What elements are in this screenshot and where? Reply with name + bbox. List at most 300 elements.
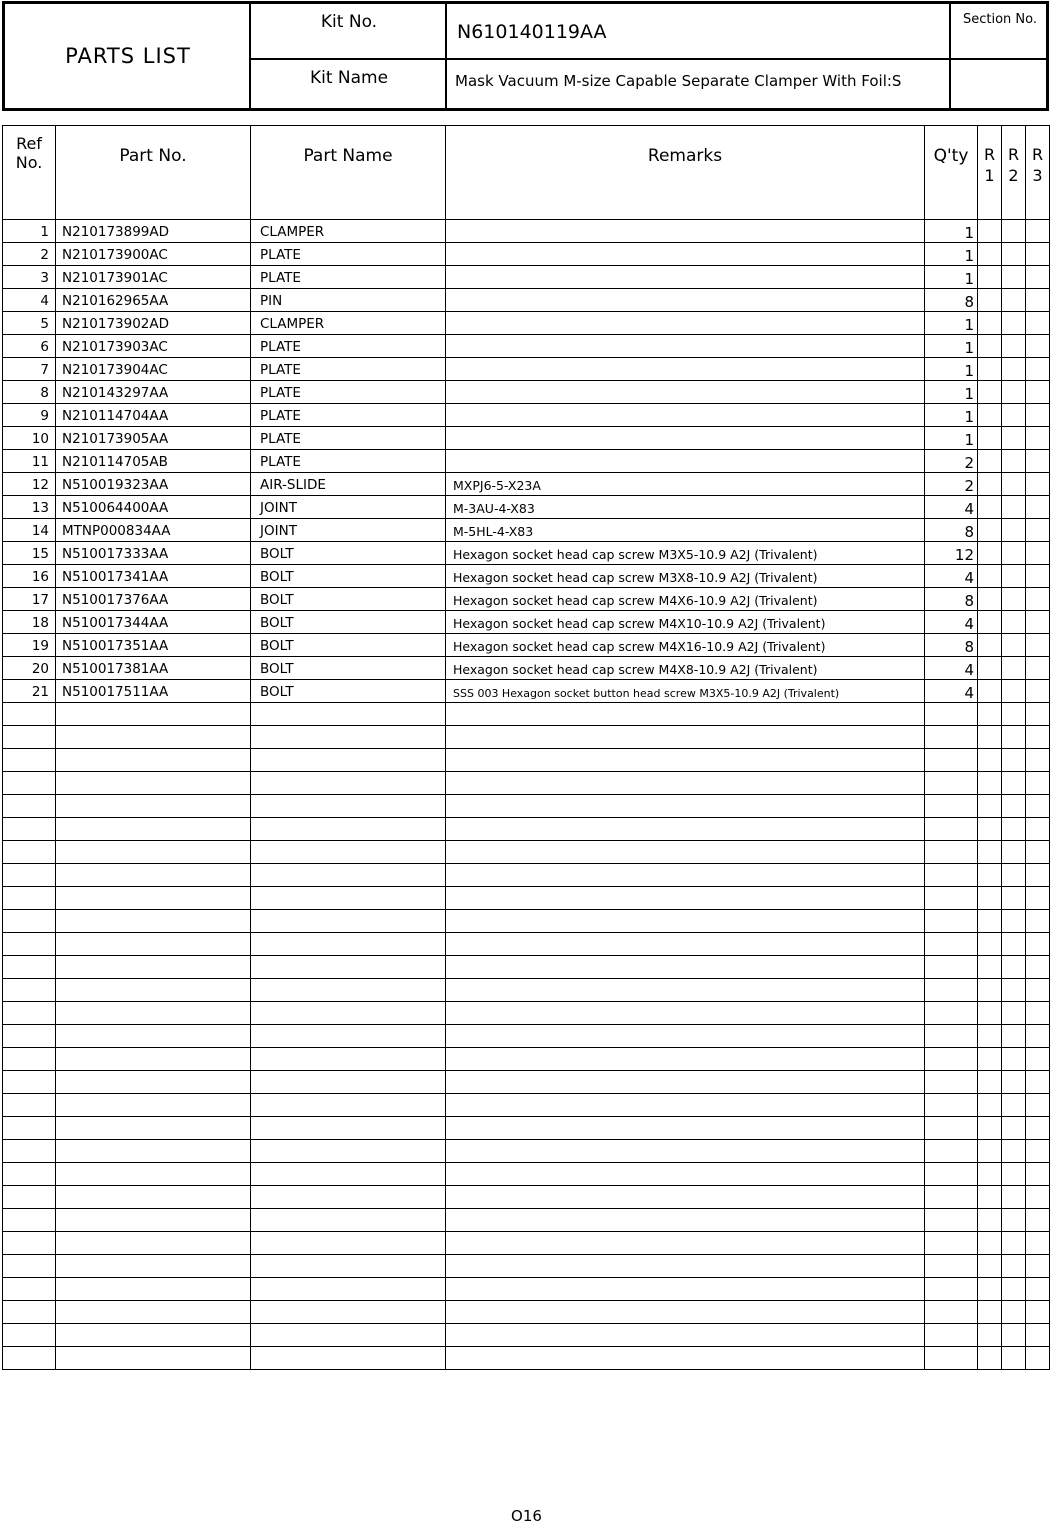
cell-r3 bbox=[1026, 1071, 1050, 1094]
cell-remarks: Hexagon socket head cap screw M4X8-10.9 A2J (Trivalent) bbox=[446, 657, 925, 680]
cell-qty: 4 bbox=[925, 611, 978, 634]
cell-part-no bbox=[56, 1048, 251, 1071]
cell-part-no: N510017381AA bbox=[56, 657, 251, 680]
table-row-empty bbox=[3, 1163, 1050, 1186]
cell-remarks bbox=[446, 1140, 925, 1163]
cell-r2 bbox=[1002, 1048, 1026, 1071]
cell-r3 bbox=[1026, 1324, 1050, 1347]
cell-remarks: Hexagon socket head cap screw M3X8-10.9 A2J (Trivalent) bbox=[446, 565, 925, 588]
cell-ref-no bbox=[3, 979, 56, 1002]
cell-part-name: CLAMPER bbox=[251, 220, 446, 243]
cell-ref-no: 4 bbox=[3, 289, 56, 312]
cell-r3 bbox=[1026, 1048, 1050, 1071]
cell-qty bbox=[925, 1347, 978, 1370]
table-row bbox=[3, 266, 1050, 289]
cell-r2 bbox=[1002, 358, 1026, 381]
cell-part-name bbox=[251, 1025, 446, 1048]
cell-qty: 8 bbox=[925, 519, 978, 542]
cell-remarks bbox=[446, 772, 925, 795]
cell-ref-no: 19 bbox=[3, 634, 56, 657]
cell-part-name bbox=[251, 818, 446, 841]
cell-r1 bbox=[978, 703, 1002, 726]
col-part-no: Part No. bbox=[56, 126, 251, 220]
cell-r2 bbox=[1002, 1117, 1026, 1140]
cell-part-name bbox=[251, 1140, 446, 1163]
cell-remarks bbox=[446, 887, 925, 910]
col-ref-line2: No. bbox=[15, 153, 43, 172]
cell-remarks bbox=[446, 358, 925, 381]
cell-qty: 2 bbox=[925, 473, 978, 496]
cell-r1 bbox=[978, 519, 1002, 542]
cell-remarks bbox=[446, 1301, 925, 1324]
cell-r2 bbox=[1002, 1140, 1026, 1163]
cell-ref-no bbox=[3, 1117, 56, 1140]
cell-remarks bbox=[446, 818, 925, 841]
cell-remarks: Hexagon socket head cap screw M4X6-10.9 A2J (Trivalent) bbox=[446, 588, 925, 611]
table-row-empty bbox=[3, 887, 1050, 910]
table-row bbox=[3, 657, 1050, 680]
cell-r3 bbox=[1026, 887, 1050, 910]
cell-remarks bbox=[446, 910, 925, 933]
cell-r3 bbox=[1026, 496, 1050, 519]
cell-part-name: PLATE bbox=[251, 243, 446, 266]
cell-part-name bbox=[251, 1002, 446, 1025]
cell-part-name: CLAMPER bbox=[251, 312, 446, 335]
cell-remarks bbox=[446, 979, 925, 1002]
cell-part-name bbox=[251, 956, 446, 979]
cell-r2 bbox=[1002, 335, 1026, 358]
cell-remarks: Hexagon socket head cap screw M4X10-10.9 A2J (Trivalent) bbox=[446, 611, 925, 634]
cell-part-name bbox=[251, 703, 446, 726]
col-qty: Q'ty bbox=[925, 126, 978, 220]
cell-qty bbox=[925, 1301, 978, 1324]
cell-r2 bbox=[1002, 519, 1026, 542]
cell-ref-no: 6 bbox=[3, 335, 56, 358]
cell-ref-no bbox=[3, 1232, 56, 1255]
cell-r1 bbox=[978, 611, 1002, 634]
cell-r2 bbox=[1002, 565, 1026, 588]
cell-part-name bbox=[251, 1347, 446, 1370]
cell-r1 bbox=[978, 565, 1002, 588]
cell-part-no bbox=[56, 1278, 251, 1301]
cell-r2 bbox=[1002, 1025, 1026, 1048]
cell-r2 bbox=[1002, 1071, 1026, 1094]
table-row bbox=[3, 381, 1050, 404]
cell-remarks bbox=[446, 220, 925, 243]
cell-r1 bbox=[978, 979, 1002, 1002]
cell-r2 bbox=[1002, 818, 1026, 841]
cell-remarks bbox=[446, 243, 925, 266]
cell-r1 bbox=[978, 220, 1002, 243]
cell-qty: 1 bbox=[925, 243, 978, 266]
cell-part-no bbox=[56, 749, 251, 772]
table-row bbox=[3, 243, 1050, 266]
cell-r2 bbox=[1002, 1347, 1026, 1370]
cell-part-no: N510017351AA bbox=[56, 634, 251, 657]
cell-remarks bbox=[446, 1209, 925, 1232]
cell-ref-no bbox=[3, 703, 56, 726]
cell-r3 bbox=[1026, 1347, 1050, 1370]
cell-part-no bbox=[56, 1255, 251, 1278]
cell-part-name: PLATE bbox=[251, 450, 446, 473]
table-row-empty bbox=[3, 726, 1050, 749]
table-row bbox=[3, 450, 1050, 473]
cell-r1 bbox=[978, 1186, 1002, 1209]
cell-remarks: M-3AU-4-X83 bbox=[446, 496, 925, 519]
cell-part-name: BOLT bbox=[251, 680, 446, 703]
cell-ref-no bbox=[3, 1301, 56, 1324]
cell-ref-no: 10 bbox=[3, 427, 56, 450]
table-body bbox=[3, 220, 1050, 1370]
cell-part-name bbox=[251, 1324, 446, 1347]
cell-part-no: N210173902AD bbox=[56, 312, 251, 335]
cell-qty bbox=[925, 864, 978, 887]
cell-ref-no: 11 bbox=[3, 450, 56, 473]
table-row-empty bbox=[3, 979, 1050, 1002]
cell-part-no: N510017333AA bbox=[56, 542, 251, 565]
cell-r1 bbox=[978, 864, 1002, 887]
cell-ref-no: 15 bbox=[3, 542, 56, 565]
cell-r2 bbox=[1002, 220, 1026, 243]
cell-ref-no: 18 bbox=[3, 611, 56, 634]
cell-part-no: N210173904AC bbox=[56, 358, 251, 381]
cell-r1 bbox=[978, 358, 1002, 381]
cell-r2 bbox=[1002, 703, 1026, 726]
cell-remarks bbox=[446, 1324, 925, 1347]
kit-no-value: N610140119AA bbox=[457, 21, 607, 43]
cell-r2 bbox=[1002, 542, 1026, 565]
cell-r2 bbox=[1002, 910, 1026, 933]
cell-remarks: MXPJ6-5-X23A bbox=[446, 473, 925, 496]
cell-ref-no bbox=[3, 1324, 56, 1347]
table-row-empty bbox=[3, 1186, 1050, 1209]
cell-qty: 1 bbox=[925, 427, 978, 450]
cell-part-name: BOLT bbox=[251, 588, 446, 611]
cell-r1 bbox=[978, 1232, 1002, 1255]
cell-r3 bbox=[1026, 611, 1050, 634]
cell-r1 bbox=[978, 726, 1002, 749]
cell-remarks bbox=[446, 1002, 925, 1025]
cell-part-no: N510017511AA bbox=[56, 680, 251, 703]
table-row-empty bbox=[3, 1094, 1050, 1117]
cell-ref-no: 16 bbox=[3, 565, 56, 588]
cell-part-name bbox=[251, 726, 446, 749]
cell-remarks bbox=[446, 266, 925, 289]
cell-r1 bbox=[978, 772, 1002, 795]
cell-r1 bbox=[978, 841, 1002, 864]
cell-ref-no bbox=[3, 1347, 56, 1370]
table-row-empty bbox=[3, 956, 1050, 979]
cell-remarks bbox=[446, 404, 925, 427]
cell-part-no bbox=[56, 933, 251, 956]
cell-part-no bbox=[56, 887, 251, 910]
cell-r2 bbox=[1002, 1301, 1026, 1324]
cell-qty bbox=[925, 1048, 978, 1071]
table-row-empty bbox=[3, 1002, 1050, 1025]
cell-r3 bbox=[1026, 1025, 1050, 1048]
cell-remarks bbox=[446, 864, 925, 887]
cell-r3 bbox=[1026, 335, 1050, 358]
cell-r3 bbox=[1026, 1209, 1050, 1232]
cell-r3 bbox=[1026, 1117, 1050, 1140]
cell-r2 bbox=[1002, 634, 1026, 657]
cell-part-no bbox=[56, 1163, 251, 1186]
cell-r2 bbox=[1002, 657, 1026, 680]
cell-part-no bbox=[56, 979, 251, 1002]
cell-r3 bbox=[1026, 634, 1050, 657]
cell-r1 bbox=[978, 657, 1002, 680]
cell-r3 bbox=[1026, 956, 1050, 979]
cell-part-name bbox=[251, 864, 446, 887]
cell-part-name: BOLT bbox=[251, 611, 446, 634]
cell-remarks bbox=[446, 956, 925, 979]
cell-qty: 1 bbox=[925, 381, 978, 404]
cell-qty: 4 bbox=[925, 657, 978, 680]
cell-r1 bbox=[978, 335, 1002, 358]
cell-r3 bbox=[1026, 795, 1050, 818]
cell-r1 bbox=[978, 634, 1002, 657]
cell-r3 bbox=[1026, 266, 1050, 289]
cell-ref-no bbox=[3, 818, 56, 841]
cell-remarks bbox=[446, 1163, 925, 1186]
cell-r1 bbox=[978, 266, 1002, 289]
cell-r1 bbox=[978, 1278, 1002, 1301]
cell-qty bbox=[925, 772, 978, 795]
table-row-empty bbox=[3, 933, 1050, 956]
cell-qty: 4 bbox=[925, 496, 978, 519]
cell-qty bbox=[925, 887, 978, 910]
cell-ref-no: 8 bbox=[3, 381, 56, 404]
cell-ref-no bbox=[3, 1186, 56, 1209]
cell-r3 bbox=[1026, 910, 1050, 933]
cell-part-name bbox=[251, 772, 446, 795]
cell-qty bbox=[925, 1140, 978, 1163]
cell-ref-no: 21 bbox=[3, 680, 56, 703]
cell-r1 bbox=[978, 496, 1002, 519]
cell-qty bbox=[925, 979, 978, 1002]
cell-r3 bbox=[1026, 243, 1050, 266]
cell-r3 bbox=[1026, 1301, 1050, 1324]
table-row bbox=[3, 358, 1050, 381]
cell-r1 bbox=[978, 1025, 1002, 1048]
table-row bbox=[3, 289, 1050, 312]
document-title: PARTS LIST bbox=[65, 44, 191, 68]
cell-part-no: N210143297AA bbox=[56, 381, 251, 404]
table-row bbox=[3, 519, 1050, 542]
cell-part-name: BOLT bbox=[251, 657, 446, 680]
cell-r1 bbox=[978, 1255, 1002, 1278]
cell-part-no bbox=[56, 1324, 251, 1347]
cell-part-no bbox=[56, 703, 251, 726]
cell-ref-no: 13 bbox=[3, 496, 56, 519]
cell-part-name bbox=[251, 910, 446, 933]
cell-part-name bbox=[251, 1278, 446, 1301]
cell-part-name bbox=[251, 795, 446, 818]
kit-header bbox=[2, 1, 1049, 111]
cell-ref-no: 20 bbox=[3, 657, 56, 680]
cell-qty bbox=[925, 1117, 978, 1140]
cell-qty: 1 bbox=[925, 312, 978, 335]
cell-r2 bbox=[1002, 979, 1026, 1002]
cell-part-name bbox=[251, 749, 446, 772]
cell-r2 bbox=[1002, 611, 1026, 634]
cell-qty: 1 bbox=[925, 404, 978, 427]
table-row-empty bbox=[3, 1048, 1050, 1071]
cell-part-no: N210173903AC bbox=[56, 335, 251, 358]
section-no-value bbox=[951, 60, 1049, 108]
table-row-empty bbox=[3, 1209, 1050, 1232]
cell-part-name: JOINT bbox=[251, 496, 446, 519]
cell-ref-no: 7 bbox=[3, 358, 56, 381]
cell-remarks bbox=[446, 1048, 925, 1071]
cell-qty bbox=[925, 818, 978, 841]
cell-r3 bbox=[1026, 979, 1050, 1002]
cell-r3 bbox=[1026, 657, 1050, 680]
table-row bbox=[3, 473, 1050, 496]
table-row bbox=[3, 565, 1050, 588]
table-row-empty bbox=[3, 864, 1050, 887]
cell-part-no: N210173900AC bbox=[56, 243, 251, 266]
cell-r1 bbox=[978, 680, 1002, 703]
cell-r2 bbox=[1002, 1278, 1026, 1301]
cell-remarks bbox=[446, 289, 925, 312]
cell-qty: 8 bbox=[925, 634, 978, 657]
cell-part-no bbox=[56, 910, 251, 933]
cell-remarks bbox=[446, 335, 925, 358]
cell-r2 bbox=[1002, 1186, 1026, 1209]
cell-ref-no bbox=[3, 956, 56, 979]
cell-r1 bbox=[978, 1347, 1002, 1370]
cell-part-no bbox=[56, 1347, 251, 1370]
cell-part-no bbox=[56, 1002, 251, 1025]
table-row bbox=[3, 611, 1050, 634]
cell-qty bbox=[925, 1163, 978, 1186]
cell-part-name bbox=[251, 1048, 446, 1071]
cell-part-no bbox=[56, 726, 251, 749]
cell-part-name bbox=[251, 933, 446, 956]
cell-part-name: PLATE bbox=[251, 404, 446, 427]
table-row-empty bbox=[3, 1278, 1050, 1301]
table-row-empty bbox=[3, 841, 1050, 864]
kit-name-value: Mask Vacuum M-size Capable Separate Clamper With Foil:S bbox=[455, 72, 902, 90]
cell-qty bbox=[925, 1209, 978, 1232]
cell-remarks bbox=[446, 1278, 925, 1301]
cell-r3 bbox=[1026, 381, 1050, 404]
cell-qty bbox=[925, 726, 978, 749]
cell-r3 bbox=[1026, 1140, 1050, 1163]
cell-ref-no bbox=[3, 910, 56, 933]
cell-remarks bbox=[446, 1071, 925, 1094]
cell-r2 bbox=[1002, 381, 1026, 404]
cell-r1 bbox=[978, 1301, 1002, 1324]
table-row-empty bbox=[3, 703, 1050, 726]
table-row-empty bbox=[3, 1071, 1050, 1094]
cell-part-no: N510017344AA bbox=[56, 611, 251, 634]
cell-qty bbox=[925, 1255, 978, 1278]
cell-remarks: Hexagon socket head cap screw M4X16-10.9 A2J (Trivalent) bbox=[446, 634, 925, 657]
cell-remarks bbox=[446, 1232, 925, 1255]
table-row-empty bbox=[3, 910, 1050, 933]
cell-qty: 2 bbox=[925, 450, 978, 473]
cell-r2 bbox=[1002, 1232, 1026, 1255]
col-r2: R 2 bbox=[1002, 126, 1026, 220]
cell-qty bbox=[925, 1025, 978, 1048]
cell-part-name bbox=[251, 1301, 446, 1324]
cell-qty bbox=[925, 841, 978, 864]
table-row bbox=[3, 588, 1050, 611]
cell-r2 bbox=[1002, 1002, 1026, 1025]
page-number: O16 bbox=[511, 1507, 542, 1525]
cell-r1 bbox=[978, 749, 1002, 772]
cell-part-no: N210173901AC bbox=[56, 266, 251, 289]
cell-part-name: PIN bbox=[251, 289, 446, 312]
table-header-row bbox=[3, 126, 1050, 220]
cell-part-name bbox=[251, 1232, 446, 1255]
cell-r3 bbox=[1026, 473, 1050, 496]
cell-ref-no bbox=[3, 1255, 56, 1278]
cell-part-name bbox=[251, 1163, 446, 1186]
cell-r2 bbox=[1002, 1324, 1026, 1347]
cell-remarks bbox=[446, 450, 925, 473]
cell-remarks bbox=[446, 1117, 925, 1140]
cell-r1 bbox=[978, 887, 1002, 910]
cell-r2 bbox=[1002, 496, 1026, 519]
cell-r3 bbox=[1026, 818, 1050, 841]
cell-r1 bbox=[978, 1117, 1002, 1140]
cell-ref-no bbox=[3, 795, 56, 818]
cell-remarks bbox=[446, 1255, 925, 1278]
table-row bbox=[3, 634, 1050, 657]
cell-ref-no bbox=[3, 1278, 56, 1301]
table-row bbox=[3, 404, 1050, 427]
cell-part-name: PLATE bbox=[251, 381, 446, 404]
cell-r1 bbox=[978, 795, 1002, 818]
cell-part-name: PLATE bbox=[251, 335, 446, 358]
cell-ref-no: 17 bbox=[3, 588, 56, 611]
cell-part-no: N210173899AD bbox=[56, 220, 251, 243]
cell-r1 bbox=[978, 1094, 1002, 1117]
cell-qty: 4 bbox=[925, 565, 978, 588]
cell-part-name: BOLT bbox=[251, 542, 446, 565]
cell-qty bbox=[925, 1071, 978, 1094]
cell-r2 bbox=[1002, 404, 1026, 427]
cell-part-name: BOLT bbox=[251, 634, 446, 657]
cell-r3 bbox=[1026, 864, 1050, 887]
cell-r1 bbox=[978, 1002, 1002, 1025]
cell-r3 bbox=[1026, 933, 1050, 956]
cell-qty: 8 bbox=[925, 289, 978, 312]
cell-part-no bbox=[56, 1301, 251, 1324]
table-row bbox=[3, 220, 1050, 243]
table-row-empty bbox=[3, 749, 1050, 772]
cell-r1 bbox=[978, 243, 1002, 266]
cell-r2 bbox=[1002, 749, 1026, 772]
table-row-empty bbox=[3, 1255, 1050, 1278]
table-row-empty bbox=[3, 1324, 1050, 1347]
cell-qty bbox=[925, 910, 978, 933]
cell-part-no: N210173905AA bbox=[56, 427, 251, 450]
kit-no-label: Kit No. bbox=[320, 12, 378, 32]
cell-remarks bbox=[446, 749, 925, 772]
cell-part-name: PLATE bbox=[251, 266, 446, 289]
cell-r3 bbox=[1026, 358, 1050, 381]
cell-remarks bbox=[446, 703, 925, 726]
kit-name-label: Kit Name bbox=[309, 68, 389, 88]
cell-part-name bbox=[251, 1117, 446, 1140]
cell-qty: 12 bbox=[925, 542, 978, 565]
cell-part-no bbox=[56, 841, 251, 864]
cell-ref-no: 12 bbox=[3, 473, 56, 496]
